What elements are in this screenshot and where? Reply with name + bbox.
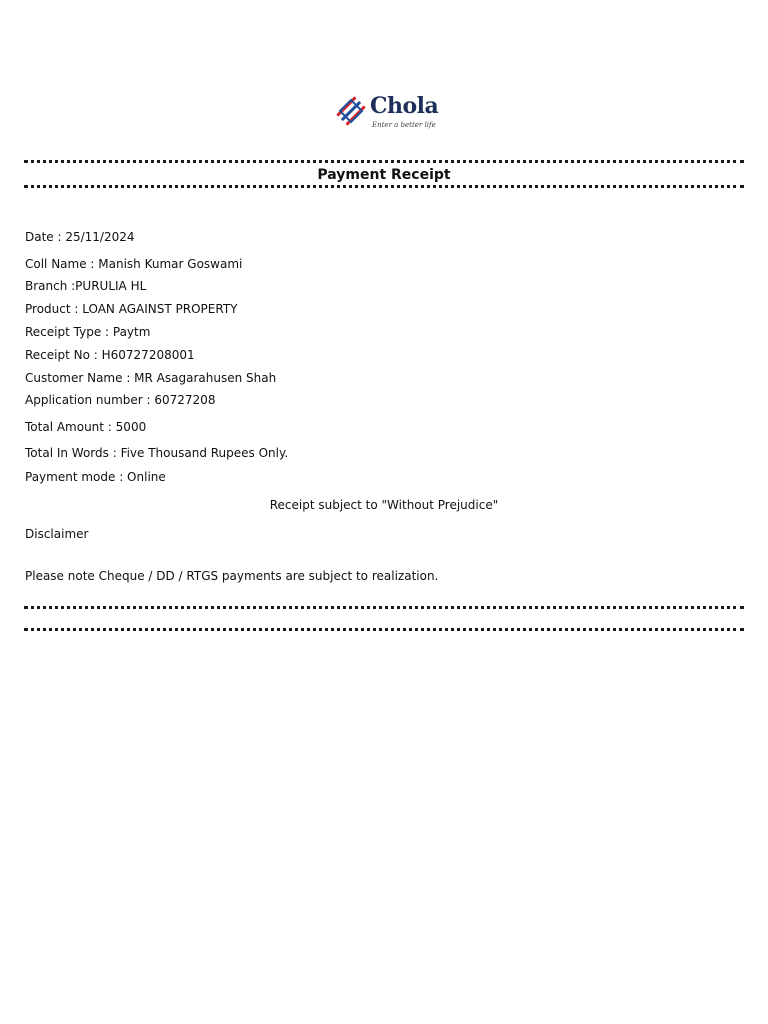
collector-name: Coll Name : Manish Kumar Goswami: [25, 257, 243, 271]
disclaimer-heading: Disclaimer: [25, 527, 89, 541]
receipt-date: Date : 25/11/2024: [25, 230, 135, 244]
receipt-number: Receipt No : H60727208001: [25, 348, 195, 362]
total-amount: Total Amount : 5000: [25, 420, 147, 434]
disclaimer-text: Please note Cheque / DD / RTGS payments are subject to realization.: [25, 569, 439, 583]
product: Product : LOAN AGAINST PROPERTY: [25, 302, 238, 316]
chola-logo: [334, 92, 438, 134]
receipt-title: Payment Receipt: [317, 167, 451, 183]
application-number: Application number : 60727208: [25, 393, 216, 407]
dotted-divider-footer-top: [24, 606, 744, 609]
dotted-divider-title-bottom: [24, 185, 744, 188]
chola-logo-icon: [334, 94, 368, 128]
without-prejudice-note: Receipt subject to "Without Prejudice": [269, 498, 499, 512]
dotted-divider-top: [24, 160, 744, 163]
branch: Branch :PURULIA HL: [25, 279, 147, 293]
logo-tagline: Enter a better life: [372, 121, 436, 129]
customer-name: Customer Name : MR Asagarahusen Shah: [25, 371, 277, 385]
receipt-type: Receipt Type : Paytm: [25, 325, 151, 339]
total-in-words: Total In Words : Five Thousand Rupees Only.: [25, 446, 289, 460]
dotted-divider-footer-bottom: [24, 628, 744, 631]
payment-mode: Payment mode : Online: [25, 470, 166, 484]
logo-brand-name: Chola: [370, 93, 439, 119]
